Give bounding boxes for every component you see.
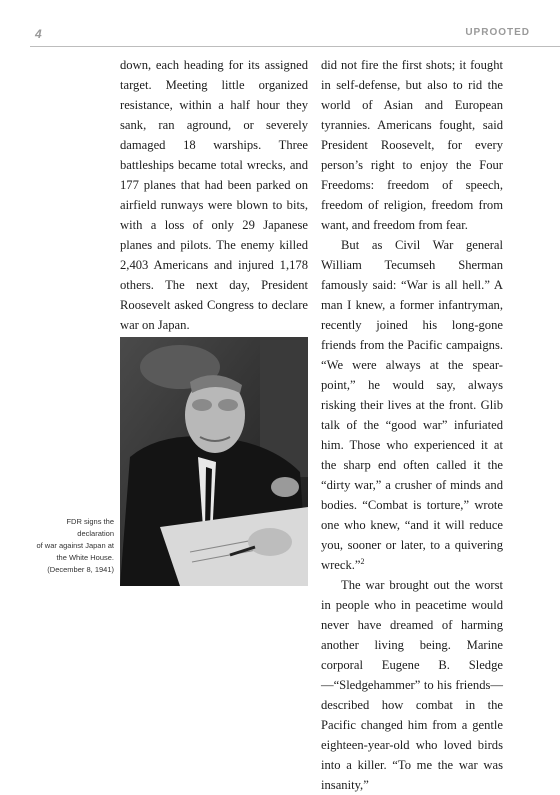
caption-line: FDR signs the declaration bbox=[66, 517, 114, 538]
caption-line: of war against Japan at bbox=[36, 541, 114, 550]
caption-line: the White House. bbox=[56, 553, 114, 562]
fdr-photograph bbox=[120, 337, 308, 586]
photo-illustration bbox=[120, 337, 308, 586]
caption-line: (December 8, 1941) bbox=[47, 565, 114, 574]
right-paragraph-2 bbox=[321, 235, 503, 575]
page-number: 4 bbox=[35, 27, 42, 41]
right-column bbox=[321, 55, 503, 795]
left-paragraph-1: down, each heading for its assigned target. Meeting little organized resistance, within a half hour they sank, ran aground, or severely damaged 18 warships. Three battleships became total wrecks, and 177 planes that had been parked on airfield runways were blown to bits, with a loss of only 29 Japanese planes and pilots. The enemy killed 2,403 Americans and injured 1,178 others. The next day, President Roosevelt asked Congress to declare war on Japan. bbox=[120, 58, 308, 332]
right-paragraph-2-text: But as Civil War general William Tecumseh Sherman famously said: “War is all hell.” A man I knew, a former infantryman, recently joined his long-gone friends from the Pacific campaigns. “We were always at the spear-point,” he would say, always risking their lives at the front. Glib talk of the “good war” infuriated him. Those who experienced it at the sharp end often called it the “dirty war,” a crusher of minds and bodies. “Combat is torture,” wrote one who knew, “and it will reduce you, sooner or later, to a quivering wreck.” bbox=[321, 238, 503, 572]
right-paragraph-1: did not fire the first shots; it fought in self-defense, but also to rid the world of Asian and European tyrannies. Americans fought, said President Roosevelt, for every person’s right to enjoy the Four Freedoms: freedom of speech, freedom of religion, freedom from want, and freedom from fear. bbox=[321, 58, 503, 232]
photo-caption bbox=[30, 516, 114, 576]
running-head: UPROOTED bbox=[465, 27, 530, 38]
right-paragraph-3: The war brought out the worst in people who in peacetime would never have dreamed of harming another living being. Marine corporal Eugene B. Sledge—“Sledgehammer” to his friends—described how combat in the Pacific changed him from a gentle eighteen-year-old who loved birds into a killer. “To me the war was insanity,” bbox=[321, 578, 503, 792]
endnote-marker: 2 bbox=[360, 556, 365, 566]
header-rule bbox=[30, 46, 560, 47]
